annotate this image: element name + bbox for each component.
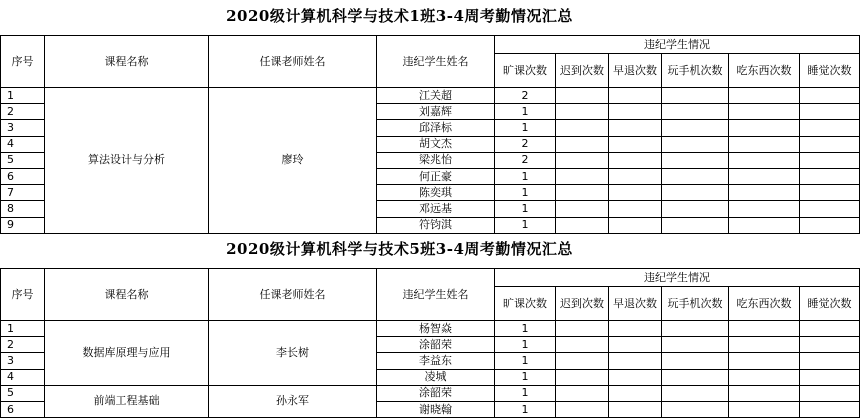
empty-cell	[609, 401, 662, 417]
row-seq: 5	[1, 152, 45, 168]
student-name: 涂韶荣	[377, 337, 495, 353]
row-seq: 7	[1, 185, 45, 201]
empty-cell	[662, 104, 729, 120]
empty-cell	[609, 104, 662, 120]
absent-count: 1	[495, 185, 556, 201]
empty-cell	[609, 201, 662, 217]
absent-count: 1	[495, 217, 556, 233]
absent-count: 1	[495, 321, 556, 337]
empty-cell	[662, 120, 729, 136]
header-col: 玩手机次数	[662, 54, 729, 88]
empty-cell	[662, 369, 729, 385]
empty-cell	[729, 185, 800, 201]
empty-cell	[800, 369, 860, 385]
student-name: 江关超	[377, 88, 495, 104]
empty-cell	[800, 385, 860, 401]
empty-cell	[556, 369, 609, 385]
empty-cell	[662, 136, 729, 152]
empty-cell	[729, 201, 800, 217]
empty-cell	[609, 217, 662, 233]
empty-cell	[609, 369, 662, 385]
header-seq: 序号	[1, 269, 45, 321]
header-col: 旷课次数	[495, 54, 556, 88]
empty-cell	[800, 136, 860, 152]
empty-cell	[556, 168, 609, 184]
header-violation-group: 违纪学生情况	[495, 36, 860, 54]
absent-count: 1	[495, 401, 556, 417]
empty-cell	[556, 152, 609, 168]
empty-cell	[800, 152, 860, 168]
empty-cell	[800, 217, 860, 233]
empty-cell	[729, 168, 800, 184]
empty-cell	[662, 401, 729, 417]
row-seq: 1	[1, 88, 45, 104]
empty-cell	[556, 321, 609, 337]
absent-count: 1	[495, 201, 556, 217]
empty-cell	[556, 185, 609, 201]
empty-cell	[800, 321, 860, 337]
empty-cell	[662, 185, 729, 201]
empty-cell	[729, 217, 800, 233]
header-col: 玩手机次数	[662, 287, 729, 321]
student-name: 涂韶荣	[377, 385, 495, 401]
teacher-name: 廖玲	[209, 88, 377, 234]
empty-cell	[556, 104, 609, 120]
header-teacher: 任课老师姓名	[209, 269, 377, 321]
row-seq: 3	[1, 120, 45, 136]
table-1-title: 2020级计算机科学与技术1班3-4周考勤情况汇总	[226, 7, 573, 25]
header-violation-group: 违纪学生情况	[495, 269, 860, 287]
empty-cell	[662, 88, 729, 104]
header-col: 迟到次数	[556, 54, 609, 88]
empty-cell	[729, 321, 800, 337]
empty-cell	[556, 401, 609, 417]
empty-cell	[556, 217, 609, 233]
empty-cell	[556, 353, 609, 369]
empty-cell	[609, 136, 662, 152]
absent-count: 1	[495, 337, 556, 353]
empty-cell	[609, 120, 662, 136]
absent-count: 2	[495, 136, 556, 152]
header-course: 课程名称	[45, 269, 209, 321]
student-name: 邓远基	[377, 201, 495, 217]
student-name: 胡文杰	[377, 136, 495, 152]
empty-cell	[729, 353, 800, 369]
student-name: 刘嘉辉	[377, 104, 495, 120]
header-teacher: 任课老师姓名	[209, 36, 377, 88]
header-student: 违纪学生姓名	[377, 269, 495, 321]
empty-cell	[800, 104, 860, 120]
row-seq: 5	[1, 385, 45, 401]
absent-count: 1	[495, 369, 556, 385]
header-seq: 序号	[1, 36, 45, 88]
empty-cell	[609, 88, 662, 104]
header-col: 睡觉次数	[800, 287, 860, 321]
header-course: 课程名称	[45, 36, 209, 88]
empty-cell	[609, 168, 662, 184]
student-name: 杨智焱	[377, 321, 495, 337]
row-seq: 1	[1, 321, 45, 337]
table-2-title: 2020级计算机科学与技术5班3-4周考勤情况汇总	[226, 240, 573, 258]
absent-count: 1	[495, 353, 556, 369]
student-name: 凌城	[377, 369, 495, 385]
course-name: 前端工程基础	[45, 385, 209, 417]
row-seq: 2	[1, 337, 45, 353]
empty-cell	[800, 120, 860, 136]
course-name: 数据库原理与应用	[45, 321, 209, 386]
attendance-table-1	[0, 35, 860, 234]
header-row	[1, 269, 860, 287]
empty-cell	[609, 385, 662, 401]
empty-cell	[800, 337, 860, 353]
header-row	[1, 36, 860, 54]
empty-cell	[729, 120, 800, 136]
empty-cell	[556, 120, 609, 136]
student-name: 何正豪	[377, 168, 495, 184]
empty-cell	[556, 136, 609, 152]
empty-cell	[662, 337, 729, 353]
empty-cell	[609, 321, 662, 337]
student-name: 陈奕琪	[377, 185, 495, 201]
absent-count: 1	[495, 104, 556, 120]
header-col: 吃东西次数	[729, 54, 800, 88]
absent-count: 1	[495, 120, 556, 136]
row-seq: 6	[1, 401, 45, 417]
course-name: 算法设计与分析	[45, 88, 209, 234]
empty-cell	[729, 369, 800, 385]
empty-cell	[729, 337, 800, 353]
empty-cell	[729, 401, 800, 417]
empty-cell	[729, 104, 800, 120]
empty-cell	[556, 337, 609, 353]
header-col: 旷课次数	[495, 287, 556, 321]
header-col: 早退次数	[609, 287, 662, 321]
empty-cell	[662, 152, 729, 168]
empty-cell	[800, 88, 860, 104]
empty-cell	[662, 353, 729, 369]
empty-cell	[800, 168, 860, 184]
empty-cell	[662, 321, 729, 337]
empty-cell	[556, 201, 609, 217]
empty-cell	[729, 385, 800, 401]
table-row	[1, 385, 860, 401]
empty-cell	[800, 401, 860, 417]
empty-cell	[609, 337, 662, 353]
header-col: 睡觉次数	[800, 54, 860, 88]
row-seq: 2	[1, 104, 45, 120]
student-name: 李益东	[377, 353, 495, 369]
row-seq: 3	[1, 353, 45, 369]
student-name: 符钧淇	[377, 217, 495, 233]
absent-count: 1	[495, 385, 556, 401]
empty-cell	[609, 353, 662, 369]
absent-count: 2	[495, 88, 556, 104]
empty-cell	[729, 152, 800, 168]
empty-cell	[609, 152, 662, 168]
row-seq: 8	[1, 201, 45, 217]
empty-cell	[800, 353, 860, 369]
row-seq: 9	[1, 217, 45, 233]
attendance-table-2	[0, 268, 860, 418]
empty-cell	[662, 385, 729, 401]
empty-cell	[729, 88, 800, 104]
student-name: 谢晓翰	[377, 401, 495, 417]
header-col: 早退次数	[609, 54, 662, 88]
empty-cell	[800, 185, 860, 201]
header-col: 迟到次数	[556, 287, 609, 321]
empty-cell	[662, 168, 729, 184]
teacher-name: 李长树	[209, 321, 377, 386]
absent-count: 2	[495, 152, 556, 168]
row-seq: 6	[1, 168, 45, 184]
empty-cell	[662, 217, 729, 233]
empty-cell	[662, 201, 729, 217]
header-col: 吃东西次数	[729, 287, 800, 321]
empty-cell	[556, 385, 609, 401]
table-row	[1, 88, 860, 104]
empty-cell	[729, 136, 800, 152]
teacher-name: 孙永军	[209, 385, 377, 417]
absent-count: 1	[495, 168, 556, 184]
row-seq: 4	[1, 136, 45, 152]
table-row	[1, 321, 860, 337]
student-name: 梁兆怡	[377, 152, 495, 168]
header-student: 违纪学生姓名	[377, 36, 495, 88]
row-seq: 4	[1, 369, 45, 385]
empty-cell	[800, 201, 860, 217]
empty-cell	[609, 185, 662, 201]
student-name: 邱泽标	[377, 120, 495, 136]
empty-cell	[556, 88, 609, 104]
